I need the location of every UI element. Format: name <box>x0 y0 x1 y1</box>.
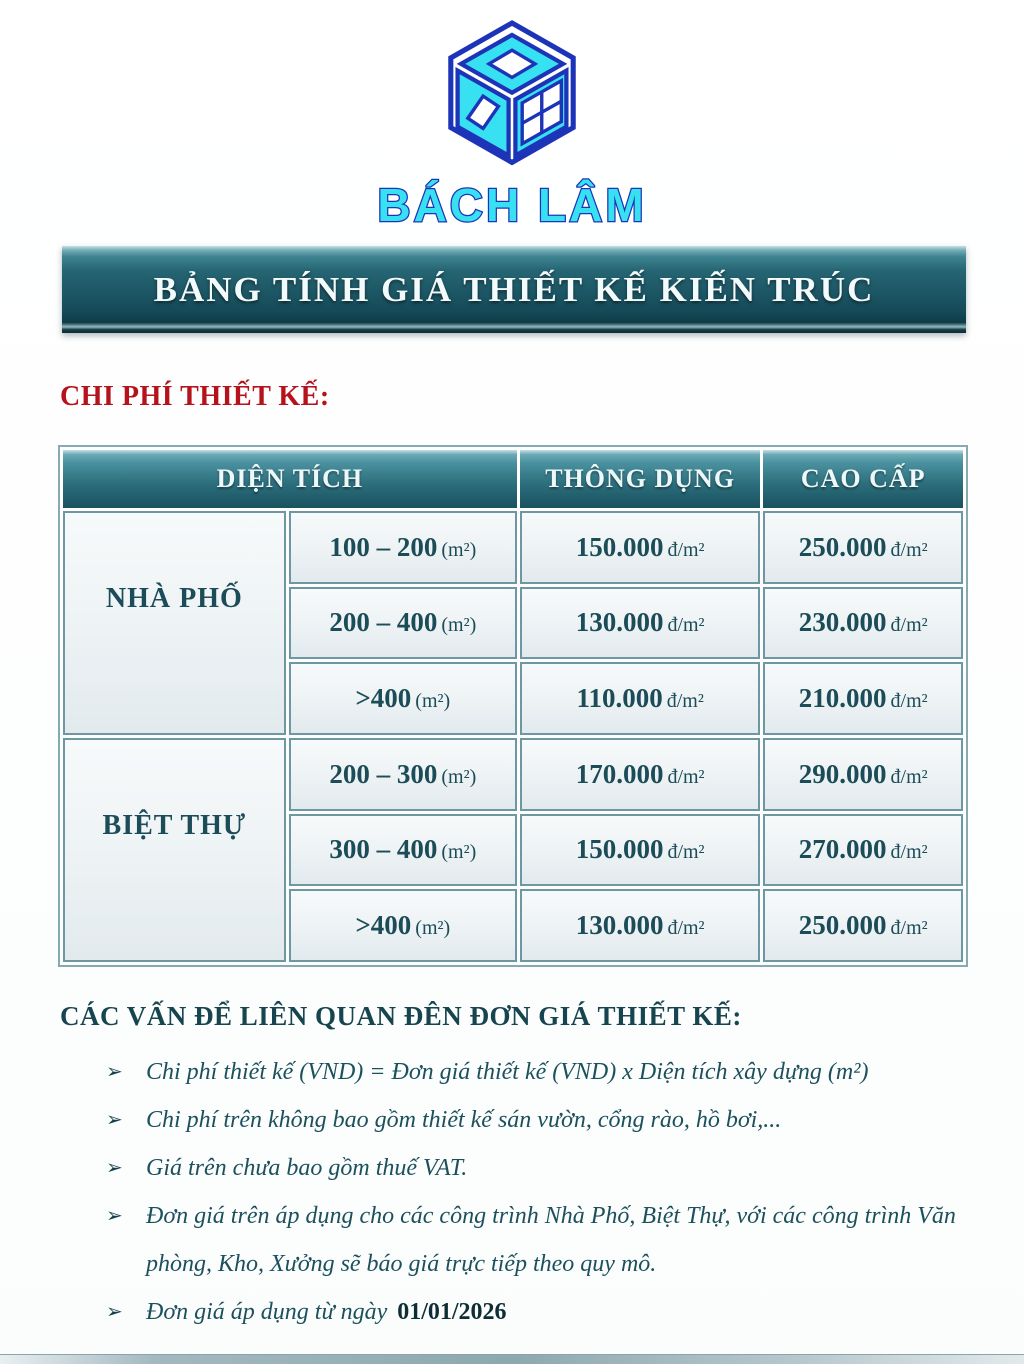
note-item <box>106 1192 988 1288</box>
premium-price-cell <box>763 889 963 962</box>
header-standard: THÔNG DỤNG <box>520 450 761 508</box>
standard-price: 150.000 <box>575 531 664 562</box>
standard-price-cell <box>520 587 761 660</box>
arrow-bullet-icon: ➢ <box>106 1109 123 1131</box>
price-unit: đ/m² <box>890 765 928 788</box>
area-cell <box>289 662 517 735</box>
note-item <box>106 1048 988 1096</box>
area-range: 300 – 400 <box>329 834 438 865</box>
price-unit: đ/m² <box>890 690 928 713</box>
footer-strip <box>0 1354 1024 1364</box>
note-item <box>106 1288 988 1336</box>
area-range: 200 – 400 <box>329 607 438 638</box>
arrow-bullet-icon: ➢ <box>106 1301 123 1323</box>
area-unit: (m²) <box>441 841 477 864</box>
area-range: >400 <box>355 910 412 941</box>
notes-list <box>106 1048 988 1336</box>
price-unit: đ/m² <box>667 538 705 561</box>
premium-price: 210.000 <box>798 683 887 714</box>
standard-price-cell <box>520 814 761 887</box>
standard-price-cell <box>520 738 761 811</box>
note-text: Chi phí thiết kế (VND) = Đơn giá thiết kế (VND) x Diện tích xây dựng (m²) <box>146 1059 869 1085</box>
page-title: BẢNG TÍNH GIÁ THIẾT KẾ KIẾN TRÚC <box>153 269 875 309</box>
note-text: Giá trên chưa bao gồm thuế VAT. <box>146 1155 468 1181</box>
area-cell <box>289 889 517 962</box>
price-unit: đ/m² <box>666 690 704 713</box>
premium-price-cell <box>763 814 963 887</box>
header-premium: CAO CẤP <box>763 450 963 508</box>
premium-price-cell <box>763 511 963 584</box>
area-cell <box>289 814 517 887</box>
area-range: 100 – 200 <box>329 531 438 562</box>
note-text: Đơn giá trên áp dụng cho các công trình Nhà Phố, Biệt Thự, với các công trình Văn phòng, Kho, Xưởng sẽ báo giá trực tiếp theo quy mô. <box>146 1203 956 1277</box>
category-nha-pho: NHÀ PHỐ <box>63 511 286 735</box>
price-unit: đ/m² <box>890 614 928 637</box>
premium-price: 250.000 <box>798 910 887 941</box>
area-cell <box>289 587 517 660</box>
pricing-heading: CHI PHÍ THIẾT KẾ: <box>60 381 330 412</box>
category-biet-thu: BIỆT THỰ <box>63 738 286 962</box>
price-unit: đ/m² <box>667 917 705 940</box>
premium-price-cell <box>763 738 963 811</box>
price-unit: đ/m² <box>890 917 928 940</box>
area-range: >400 <box>355 683 412 714</box>
note-bold-text: 01/01/2026 <box>397 1299 507 1325</box>
premium-price: 250.000 <box>798 531 887 562</box>
table-row <box>63 511 963 584</box>
note-text: Đơn giá áp dụng từ ngày 01/01/2026 <box>146 1299 507 1325</box>
premium-price-cell <box>763 587 963 660</box>
price-unit: đ/m² <box>667 765 705 788</box>
title-banner <box>62 246 966 333</box>
pricing-table <box>58 445 968 967</box>
price-unit: đ/m² <box>890 841 928 864</box>
premium-price-cell <box>763 662 963 735</box>
arrow-bullet-icon: ➢ <box>106 1061 123 1083</box>
arrow-bullet-icon: ➢ <box>106 1205 123 1227</box>
premium-price: 230.000 <box>798 607 887 638</box>
standard-price: 110.000 <box>576 683 663 714</box>
price-unit: đ/m² <box>890 538 928 561</box>
area-cell <box>289 738 517 811</box>
area-cell <box>289 511 517 584</box>
table-row <box>63 738 963 811</box>
area-unit: (m²) <box>441 614 477 637</box>
cube-logo-icon <box>427 10 597 178</box>
notes-heading: CÁC VẤN ĐỂ LIÊN QUAN ĐÊN ĐƠN GIÁ THIẾT KẾ: <box>60 1001 742 1031</box>
price-unit: đ/m² <box>667 841 705 864</box>
note-text: Chi phí trên không bao gồm thiết kế sán vườn, cổng rào, hồ bơi,... <box>146 1107 782 1133</box>
arrow-bullet-icon: ➢ <box>106 1157 123 1179</box>
note-item <box>106 1096 988 1144</box>
table-header-row <box>63 450 963 508</box>
standard-price-cell <box>520 662 761 735</box>
area-unit: (m²) <box>415 690 451 713</box>
standard-price-cell <box>520 511 761 584</box>
area-unit: (m²) <box>415 917 451 940</box>
standard-price: 170.000 <box>575 758 664 789</box>
note-item <box>106 1144 988 1192</box>
area-range: 200 – 300 <box>329 758 438 789</box>
area-unit: (m²) <box>441 538 477 561</box>
premium-price: 290.000 <box>798 758 887 789</box>
header-area: DIỆN TÍCH <box>63 450 517 508</box>
standard-price-cell <box>520 889 761 962</box>
standard-price: 130.000 <box>575 607 664 638</box>
logo-block <box>0 10 1024 232</box>
standard-price: 150.000 <box>575 834 664 865</box>
price-unit: đ/m² <box>667 614 705 637</box>
area-unit: (m²) <box>441 765 477 788</box>
standard-price: 130.000 <box>575 910 664 941</box>
premium-price: 270.000 <box>798 834 887 865</box>
brand-name: BÁCH LÂM <box>377 179 647 231</box>
